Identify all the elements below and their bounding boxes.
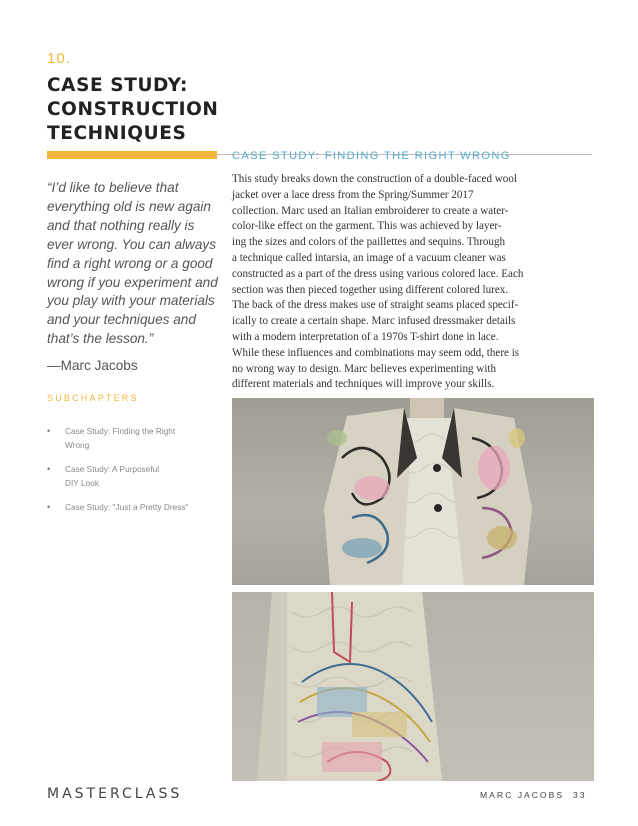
- chapter-title-line: CONSTRUCTION: [47, 99, 219, 120]
- chapter-title-line: CASE STUDY:: [47, 75, 189, 96]
- body-line: ing the sizes and colors of the paillettes and sequins. Through: [232, 236, 506, 249]
- chapter-title-line: TECHNIQUES: [47, 123, 187, 144]
- subchapters-label: SUBCHAPTERS: [47, 393, 139, 403]
- body-line: While these influences and combinations may seem odd, there is: [232, 346, 520, 359]
- body-line: a technique called intarsia, an image of a vacuum cleaner was: [232, 251, 506, 264]
- body-line: section was then pieced together using different colored lurex.: [232, 283, 509, 296]
- subchapter-text: Wrong: [65, 440, 90, 450]
- body-line: no wrong way to design. Marc believes experimenting with: [232, 362, 497, 375]
- body-line: This study breaks down the construction of a double-faced wool: [232, 173, 517, 185]
- subchapter-text: Case Study: Finding the Right: [65, 426, 176, 436]
- body-line: color-like effect on the garment. This was achieved by layer-: [232, 220, 502, 233]
- bullet-icon: •: [47, 502, 51, 512]
- body-line: different materials and techniques will improve your skills.: [232, 378, 495, 391]
- subchapter-item[interactable]: [47, 424, 222, 452]
- bullet-icon: •: [47, 464, 51, 474]
- section-heading: CASE STUDY: FINDING THE RIGHT WRONG: [232, 150, 511, 162]
- subchapter-item[interactable]: [47, 462, 222, 490]
- body-line: jacket over a lace dress from the Spring/Summer 2017: [232, 188, 474, 201]
- body-line: collection. Marc used an Italian embroiderer to create a water-: [232, 204, 509, 217]
- subchapter-text: DIY Look: [65, 478, 99, 488]
- subchapter-text: Case Study: "Just a Pretty Dress": [65, 502, 189, 512]
- subchapter-item[interactable]: [47, 500, 222, 514]
- chapter-number: 10.: [47, 50, 71, 67]
- footer-brand-logo: MASTERCLASS: [47, 786, 183, 802]
- subchapter-text: Case Study: A Purposeful: [65, 464, 160, 474]
- pull-quote: “I’d like to believe that everything old is new again and that nothing really is ever wrong. You can always find a right wrong or a good wrong if you experiment and you play with your materials and your techniques and that’s the lesson.”: [47, 180, 218, 347]
- yellow-divider: [47, 151, 217, 159]
- body-line: The back of the dress makes use of straight seams placed specif-: [232, 299, 519, 312]
- quote-attribution: —Marc Jacobs: [47, 358, 138, 373]
- page-number: 33: [573, 790, 587, 800]
- body-line: constructed as a part of the dress using various colored lace. Each: [232, 267, 524, 280]
- footer-instructor-name: MARC JACOBS: [480, 790, 565, 800]
- body-line: with a modern interpretation of a 1970s T-shirt done in lace.: [232, 330, 499, 343]
- body-line: ically to create a certain shape. Marc infused dressmaker details: [232, 315, 516, 328]
- garment-photo-jacket: [232, 398, 594, 585]
- body-paragraph: [232, 172, 594, 393]
- chapter-title: [47, 74, 247, 146]
- bullet-icon: •: [47, 426, 51, 436]
- subchapter-list: [47, 424, 222, 524]
- garment-photo-lace-dress: [232, 592, 594, 781]
